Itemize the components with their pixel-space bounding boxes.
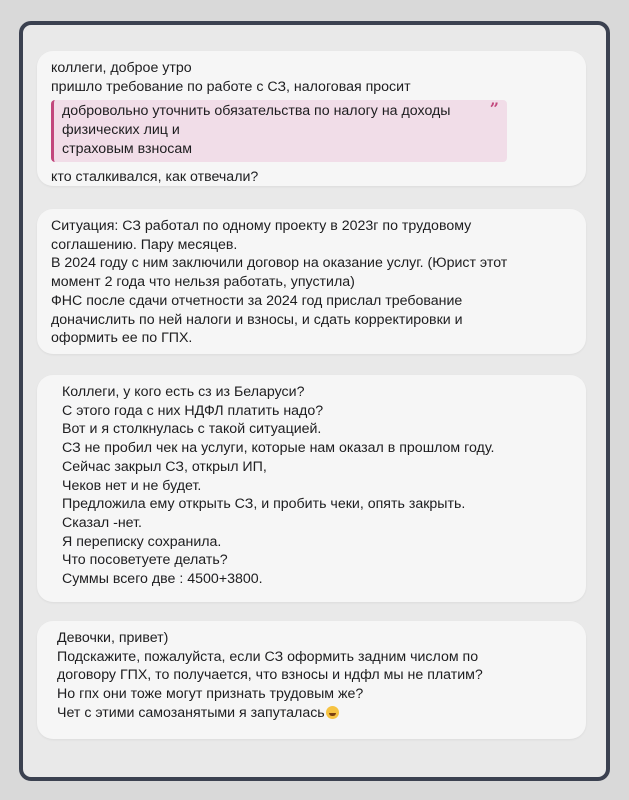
message-line: Суммы всего две : 4500+3800. (62, 571, 263, 588)
message-line: Я переписку сохранила. (62, 533, 222, 550)
message-line: пришло требование по работе с СЗ, налоговая просит (51, 78, 411, 95)
quoted-text (51, 100, 507, 161)
message-line: момент 2 года что нельзя работать, упустила) (51, 274, 355, 291)
message-line: Подскажите, пожалуйста, если СЗ оформить задним числом по (57, 648, 479, 665)
message-line: Сейчас закрыл СЗ, открыл ИП, (62, 458, 267, 475)
message-line: Коллеги, у кого есть сз из Беларуси? (62, 384, 305, 400)
quote-line: физических лиц и (62, 122, 180, 139)
message-line: ФНС после сдачи отчетности за 2024 год прислал требование (51, 292, 463, 309)
message-line-text: Чет с этими самозанятыми я запуталась (57, 704, 325, 721)
message-line: С этого года с них НДФЛ платить надо? (62, 402, 324, 419)
message-line: договору ГПХ, то получается, что взносы и ндфл мы не платим? (57, 667, 483, 684)
quote-icon: ” (489, 99, 499, 119)
message-line: Но гпх они тоже могут признать трудовым же? (57, 686, 364, 703)
message-line: коллеги, доброе утро (51, 60, 192, 76)
message-line: Девочки, привет) (57, 630, 169, 646)
message-line-last (57, 704, 572, 723)
message-bubble-4[interactable] (37, 621, 586, 739)
message-line: доначислить по ней налоги и взносы, и сдать корректировки и (51, 311, 463, 328)
message-line: В 2024 году с ним заключили договор на оказание услуг. (Юрист этот (51, 255, 508, 272)
message-line: СЗ не пробил чек на услуги, которые нам оказал в прошлом году. (62, 440, 495, 457)
message-line: Вот и я столкнулась с такой ситуацией. (62, 421, 322, 438)
message-line: Что посоветуете делать? (62, 552, 228, 569)
message-bubble-1[interactable] (37, 51, 586, 186)
message-line: Ситуация: СЗ работал по одному проекту в 2023г по трудовому (51, 218, 472, 234)
message-line: Сказал -нет. (62, 514, 142, 531)
laughing-face-icon (326, 706, 339, 719)
quote-line: добровольно уточнить обязательства по налогу на доходы (62, 103, 451, 120)
message-bubble-3[interactable] (37, 375, 586, 602)
message-bubble-2[interactable] (37, 209, 586, 354)
message-line: оформить ее по ГПХ. (51, 330, 193, 347)
quote-line: страховым взносам (62, 140, 192, 157)
message-line: Предложила ему открыть СЗ, и пробить чеки, опять закрыть. (62, 496, 466, 513)
message-line: кто сталкивался, как отвечали? (51, 168, 259, 185)
message-line: Чеков нет и не будет. (62, 477, 202, 494)
message-line: соглашению. Пару месяцев. (51, 236, 238, 253)
